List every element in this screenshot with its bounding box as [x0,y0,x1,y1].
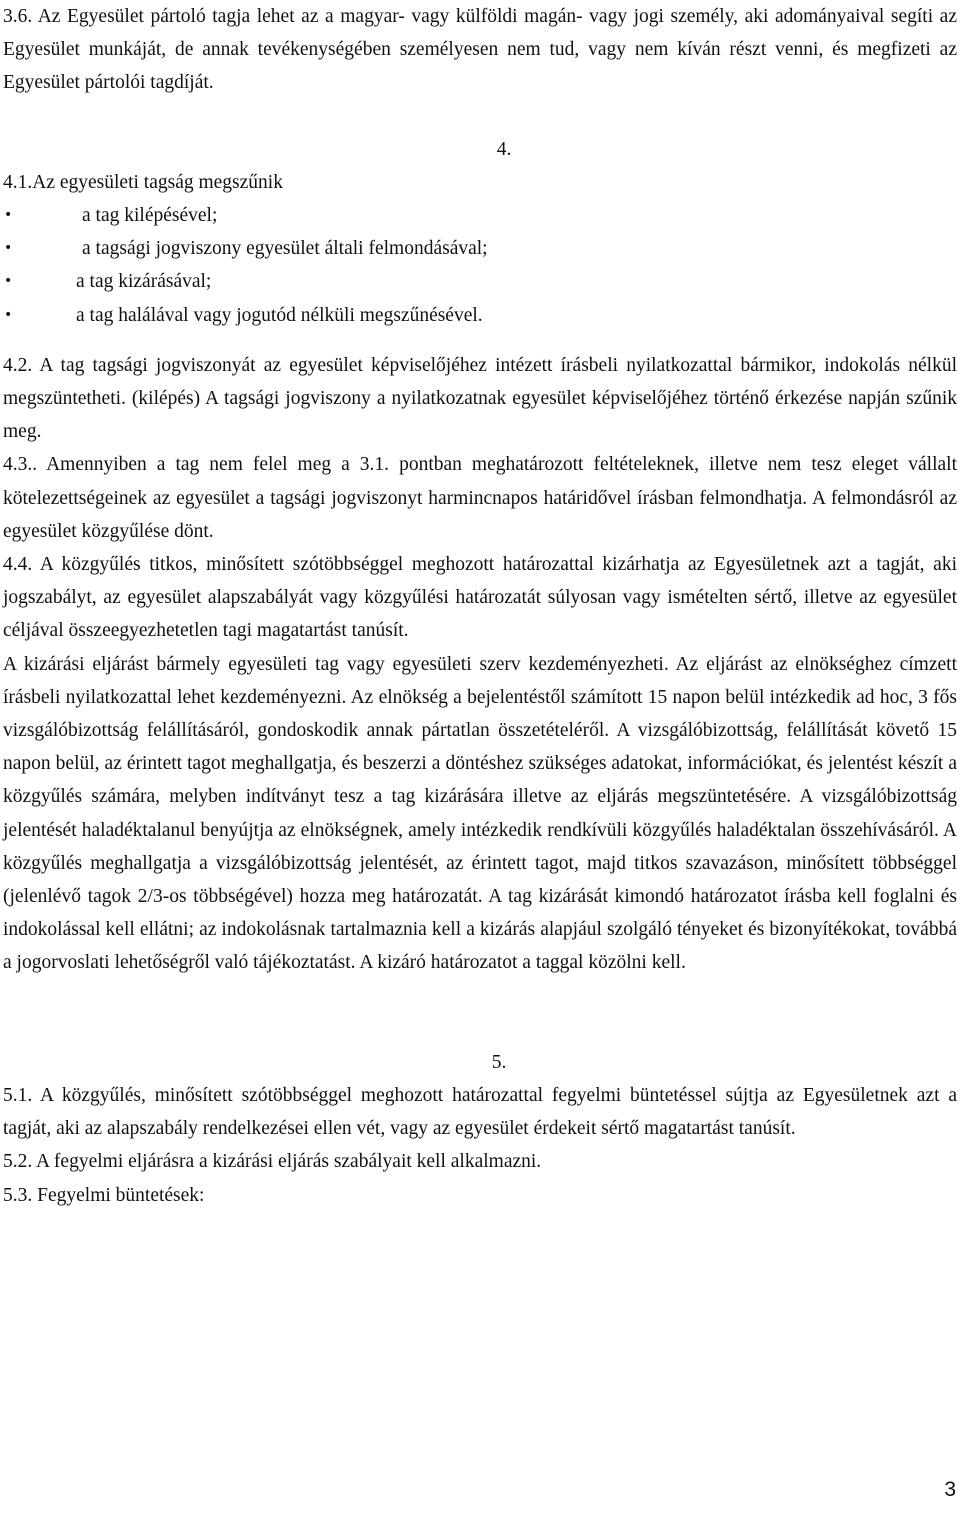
paragraph-5-2: 5.2. A fegyelmi eljárásra a kizárási eljárás szabályait kell alkalmazni. [3,1151,542,1173]
paragraph-4-4b: A kizárási eljárást bármely egyesületi tag vagy egyesületi szerv kezdeményezheti. Az eljárást az elnökséghez címzett írásbeli nyilatkozattal lehet kezdeményezni. Az elnökség a bejelentéstől számított 15 napon belül intézkedik ad hoc, 3 fős vizsgálóbizottság felállításáról, gondoskodik annak pártatlan összetételéről. A vizsgálóbizottság, felállítását követő 15 napon belül, az érintett tagot meghallgatja, és beszerzi a döntéshez szükséges adatokat, információkat, és jelentést készít a közgyűlés számára, melyben indítványt tesz a tag kizárására illetve az eljárás megszüntetésére. A vizsgálóbizottság jelentését haladéktalanul benyújtja az elnökségnek, amely intézkedik rendkívüli közgyűlés haladéktalan összehívásáról. A közgyűlés meghallgatja a vizsgálóbizottság jelentését, az érintett tagot, majd titkos szavazáson, minősített többséggel (jelenlévő tagok 2/3-os többségével) hozza meg határozatát. A tag kizárását kimondó határozatot írásba kell foglalni és indokolással kell ellátni; az indokolásnak tartalmaznia kell a kizárás alapjául szolgáló tényeket és bizonyítékokat, továbbá a jogorvoslati lehetőségről való tájékoztatást. A kizáró határozatot a taggal közölni kell. [3,653,957,974]
paragraph-4-2: 4.2. A tag tagsági jogviszonyát az egyesület képviselőjéhez intézett írásbeli nyilatkozattal bármikor, indokolás nélkül megszüntetheti. (kilépés) A tagsági jogviszony a nyilatkozatnak egyesület képviselőjéhez történő érkezése napján szűnik meg. [3,354,957,443]
list-item-text: a tagsági jogviszony egyesület általi felmondásával; [82,238,488,260]
list-item-text: a tag halálával vagy jogutód nélküli megszűnésével. [76,304,483,326]
paragraph-5-1: 5.1. A közgyűlés, minősített szótöbbséggel meghozott határozattal fegyelmi büntetéssel sújtja az Egyesületnek azt a tagját, aki az alapszabály rendelkezései ellen vét, vagy az egyesület érdekeit sértő magatartást tanúsít. [3,1084,957,1140]
paragraph-4-4a: 4.4. A közgyűlés titkos, minősített szótöbbséggel meghozott határozattal kizárhatja az Egyesületnek azt a tagját, aki jogszabályt, az egyesület alapszabályát vagy közgyűlési határozatát súlyosan vagy ismételten sértő, illetve az egyesület céljával összeegyezhetetlen tagi magatartást tanúsít. [3,554,957,642]
list-item [3,232,957,265]
section-5-number: 5. [491,1051,507,1073]
paragraph-4-1-heading: 4.1.Az egyesületi tagság megszűnik [3,171,283,193]
bullet-icon: • [4,207,13,224]
list-item-text: a tag kizárásával; [76,271,212,293]
paragraph-3-6: 3.6. Az Egyesület pártoló tagja lehet az a magyar- vagy külföldi magán- vagy jogi személy, aki adományaival segíti az Egyesület munkáját, de annak tevékenységében személyesen nem tud, vagy nem kíván részt venni, és megfizeti az Egyesület pártolói tagdíját. [3,6,957,94]
bullet-icon: • [4,240,13,257]
bullet-icon: • [4,273,13,290]
list-item [3,265,957,298]
list-item-text: a tag kilépésével; [82,205,218,227]
paragraph-4-3: 4.3.. Amennyiben a tag nem felel meg a 3.1. pontban meghatározott feltételeknek, illetve nem tesz eleget vállalt kötelezettségeinek az egyesület a tagsági jogviszonyt harmincnapos határidővel írásban felmondhatja. A felmondásról az egyesület közgyűlése dönt. [3,454,957,542]
page-number: 3 [944,1478,956,1501]
termination-list [3,199,957,332]
section-4-number: 4. [496,138,512,160]
bullet-icon: • [4,306,13,323]
list-item [3,299,957,332]
list-item [3,199,957,232]
document-page [3,0,957,1212]
paragraph-5-3: 5.3. Fegyelmi büntetések: [3,1184,205,1206]
